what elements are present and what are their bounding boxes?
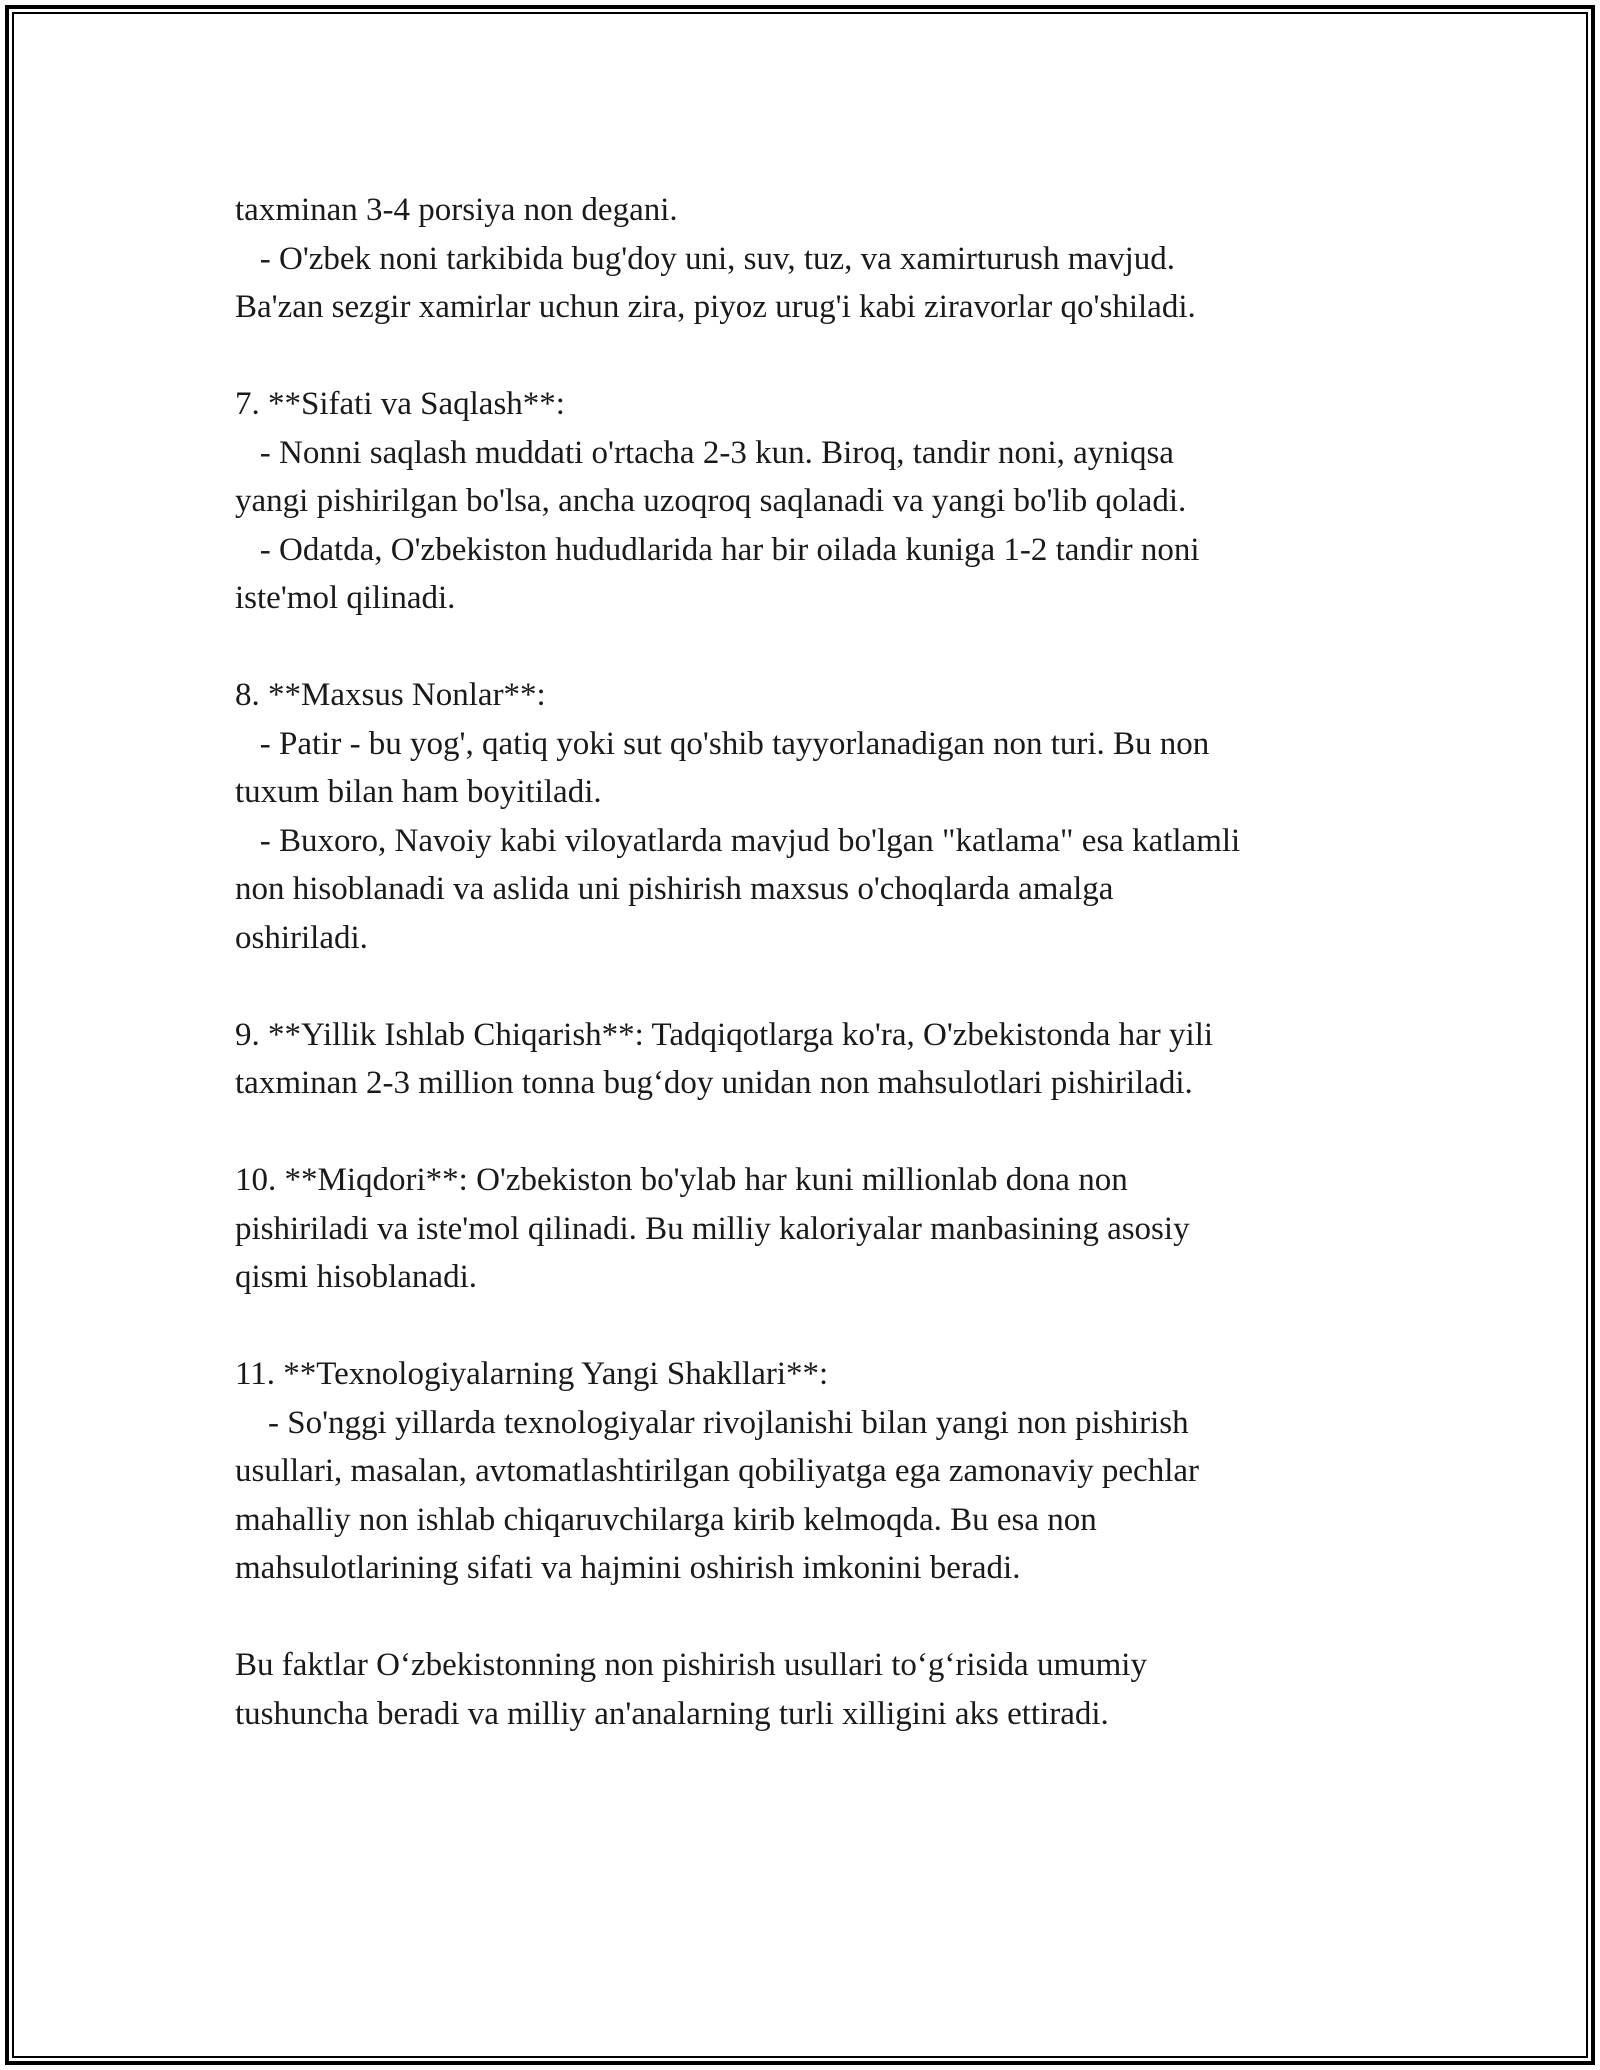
- text-line: mahalliy non ishlab chiqaruvchilarga kirib kelmoqda. Bu esa non: [235, 1501, 1097, 1538]
- section-heading: 10. **Miqdori**: O'zbekiston bo'ylab har kuni millionlab dona non: [235, 1162, 1128, 1198]
- text-line: non hisoblanadi va aslida uni pishirish maxsus o'choqlarda amalga: [235, 871, 1114, 907]
- text-line: oshiriladi.: [235, 919, 368, 956]
- paragraph-gap: [235, 1108, 1375, 1157]
- text-line: yangi pishirilgan bo'lsa, ancha uzoqroq saqlanadi va yangi bo'lib qoladi.: [235, 483, 1187, 519]
- section-heading: 8. **Maxsus Nonlar**:: [235, 677, 546, 713]
- closing-text-line: tushuncha beradi va milliy an'analarning turli xilligini aks ettiradi.: [235, 1695, 1109, 1732]
- text-line: qismi hisoblanadi.: [235, 1259, 477, 1295]
- text-line: - So'nggi yillarda texnologiyalar rivojlanishi bilan yangi non pishirish: [235, 1404, 1189, 1441]
- text-line: mahsulotlarining sifati va hajmini oshirish imkonini beradi.: [235, 1550, 1021, 1586]
- section-heading: 9. **Yillik Ishlab Chiqarish**: Tadqiqotlarga ko'ra, O'zbekistonda har yili: [235, 1016, 1214, 1053]
- text-line: tuxum bilan ham boyitiladi.: [235, 774, 602, 810]
- text-line: - Odatda, O'zbekiston hududlarida har bir oilada kuniga 1-2 tandir noni: [235, 531, 1200, 568]
- text-line: iste'mol qilinadi.: [235, 580, 456, 616]
- document-body: [235, 186, 1375, 1738]
- text-line: usullari, masalan, avtomatlashtirilgan qobiliyatga ega zamonaviy pechlar: [235, 1453, 1200, 1489]
- text-line: - O'zbek noni tarkibida bug'doy uni, suv, tuz, va xamirturush mavjud.: [235, 240, 1176, 277]
- text-line: Ba'zan sezgir xamirlar uchun zira, piyoz urug'i kabi ziravorlar qo'shiladi.: [235, 289, 1196, 325]
- text-line: - Patir - bu yog', qatiq yoki sut qo'shib tayyorlanadigan non turi. Bu non: [235, 725, 1210, 762]
- closing-text-line: Bu faktlar O‘zbekistonning non pishirish usullari to‘g‘risida umumiy: [235, 1647, 1147, 1683]
- text-line: taxminan 3-4 porsiya non degani.: [235, 192, 678, 228]
- section-heading: 7. **Sifati va Saqlash**:: [235, 386, 565, 422]
- paragraph-gap: [235, 1302, 1375, 1351]
- text-line: pishiriladi va iste'mol qilinadi. Bu milliy kaloriyalar manbasining asosiy: [235, 1210, 1190, 1247]
- text-line: - Buxoro, Navoiy kabi viloyatlarda mavjud bo'lgan "katlama" esa katlamli: [235, 822, 1241, 859]
- paragraph-gap: [235, 623, 1375, 672]
- paragraph-gap: [235, 962, 1375, 1011]
- paragraph-gap: [235, 1593, 1375, 1642]
- paragraph-gap: [235, 332, 1375, 381]
- section-heading: 11. **Texnologiyalarning Yangi Shakllari**:: [235, 1356, 829, 1392]
- text-line: taxminan 2-3 million tonna bug‘doy unidan non mahsulotlari pishiriladi.: [235, 1065, 1193, 1101]
- text-line: - Nonni saqlash muddati o'rtacha 2-3 kun. Biroq, tandir noni, ayniqsa: [235, 434, 1174, 471]
